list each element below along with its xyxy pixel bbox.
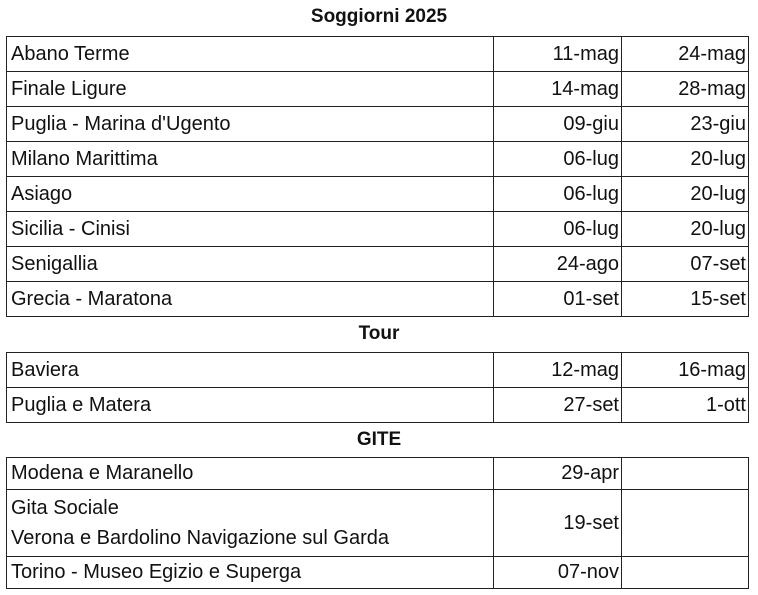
end-date: 20-lug — [622, 142, 749, 177]
trip-name: Modena e Maranello — [7, 458, 494, 490]
end-date: 16-mag — [622, 353, 749, 388]
table-row — [7, 72, 749, 107]
destination-name: Puglia e Matera — [7, 388, 494, 423]
end-date: 20-lug — [622, 177, 749, 212]
start-date: 06-lug — [494, 177, 622, 212]
destination-name: Abano Terme — [7, 37, 494, 72]
end-date: 23-giu — [622, 107, 749, 142]
destination-name: Baviera — [7, 353, 494, 388]
trip-name: Torino - Museo Egizio e Superga — [7, 557, 494, 589]
soggiorni-table — [6, 36, 749, 317]
destination-name: Sicilia - Cinisi — [7, 212, 494, 247]
soggiorni-title: Soggiorni 2025 — [310, 6, 448, 27]
table-row — [7, 490, 749, 557]
trip-extra — [622, 458, 749, 490]
end-date: 07-set — [622, 247, 749, 282]
destination-name: Puglia - Marina d'Ugento — [7, 107, 494, 142]
start-date: 06-lug — [494, 142, 622, 177]
table-row — [7, 282, 749, 317]
end-date: 20-lug — [622, 212, 749, 247]
table-row — [7, 557, 749, 589]
end-date: 28-mag — [622, 72, 749, 107]
table-row — [7, 247, 749, 282]
table-row — [7, 458, 749, 490]
tour-title: Tour — [358, 323, 400, 344]
trip-date: 29-apr — [494, 458, 622, 490]
start-date: 12-mag — [494, 353, 622, 388]
table-row — [7, 177, 749, 212]
gite-title: GITE — [356, 429, 402, 450]
start-date: 14-mag — [494, 72, 622, 107]
start-date: 11-mag — [494, 37, 622, 72]
table-row — [7, 107, 749, 142]
trip-name-line1: Gita Sociale — [11, 497, 119, 519]
destination-name: Asiago — [7, 177, 494, 212]
start-date: 06-lug — [494, 212, 622, 247]
start-date: 27-set — [494, 388, 622, 423]
trip-date: 07-nov — [494, 557, 622, 589]
destination-name: Milano Marittima — [7, 142, 494, 177]
end-date: 15-set — [622, 282, 749, 317]
trip-extra — [622, 490, 749, 557]
destination-name: Grecia - Maratona — [7, 282, 494, 317]
start-date: 01-set — [494, 282, 622, 317]
trip-extra — [622, 557, 749, 589]
trip-name — [7, 490, 494, 557]
end-date: 24-mag — [622, 37, 749, 72]
table-row — [7, 37, 749, 72]
destination-name: Senigallia — [7, 247, 494, 282]
destination-name: Finale Ligure — [7, 72, 494, 107]
tour-table — [6, 352, 749, 423]
table-row — [7, 353, 749, 388]
table-row — [7, 388, 749, 423]
start-date: 09-giu — [494, 107, 622, 142]
gite-table — [6, 457, 749, 589]
end-date: 1-ott — [622, 388, 749, 423]
trip-name-line2: Verona e Bardolino Navigazione sul Garda — [11, 527, 390, 549]
table-row — [7, 142, 749, 177]
trip-date: 19-set — [494, 490, 622, 557]
start-date: 24-ago — [494, 247, 622, 282]
table-row — [7, 212, 749, 247]
